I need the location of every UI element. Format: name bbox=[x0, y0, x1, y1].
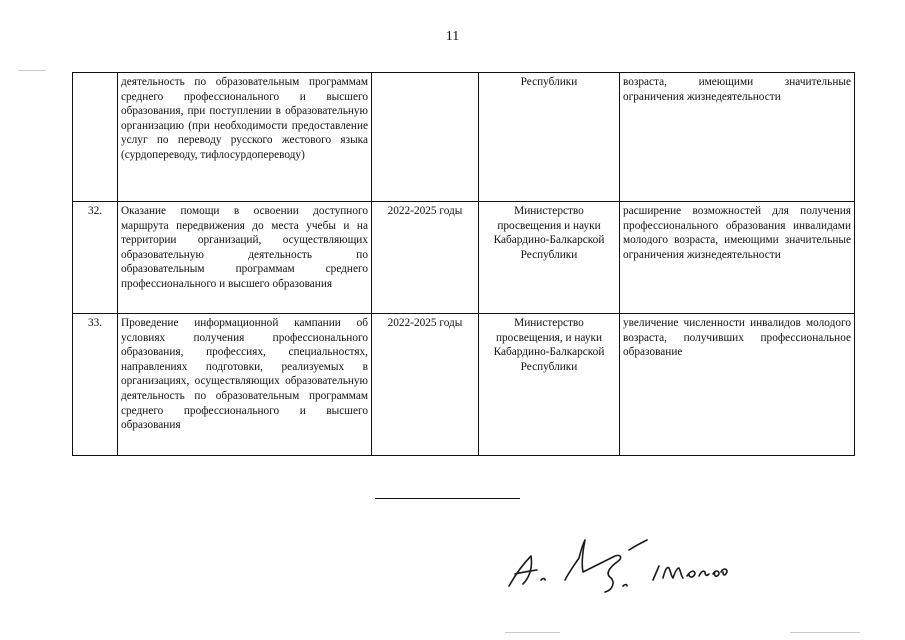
row-result: увеличение численности инвалидов молодого возраста, получивших профессиональное образование bbox=[620, 314, 855, 456]
table-row bbox=[73, 202, 855, 314]
row-term: 2022-2025 годы bbox=[372, 202, 479, 314]
handwritten-signature bbox=[495, 528, 755, 613]
row-result: возраста, имеющими значительные ограничения жизнедеятельности bbox=[620, 73, 855, 202]
scan-mark bbox=[505, 632, 560, 633]
row-number: 33. bbox=[73, 314, 118, 456]
row-action: Оказание помощи в освоении доступного маршрута передвижения до места учебы и на территории организаций, осуществляющих образовательную деятельность по образовательным программам среднего профессионального и высшего образования bbox=[118, 202, 372, 314]
separator-line bbox=[375, 498, 520, 499]
row-number bbox=[73, 73, 118, 202]
row-result: расширение возможностей для получения профессионального образования инвалидами молодого возраста, имеющими значительные ограничения жизнедеятельности bbox=[620, 202, 855, 314]
row-term: 2022-2025 годы bbox=[372, 314, 479, 456]
scan-mark bbox=[790, 632, 860, 633]
row-term bbox=[372, 73, 479, 202]
measures-table bbox=[72, 72, 855, 456]
row-executor: Министерство просвещения и науки Кабардино-Балкарской Республики bbox=[479, 202, 620, 314]
row-executor: Республики bbox=[479, 73, 620, 202]
scan-mark bbox=[18, 70, 46, 71]
row-executor: Министерство просвещения, и науки Кабардино-Балкарской Республики bbox=[479, 314, 620, 456]
table-row bbox=[73, 314, 855, 456]
row-number: 32. bbox=[73, 202, 118, 314]
row-action: деятельность по образовательным программам среднего профессионального и высшего образования, при поступлении в образовательную организацию (при необходимости предоставление услуг по переводу русского жестового языка (сурдопереводу, тифлосурдопереводу) bbox=[118, 73, 372, 202]
page-number: 11 bbox=[445, 29, 460, 44]
signature-icon bbox=[495, 528, 755, 608]
table-row bbox=[73, 73, 855, 202]
row-action: Проведение информационной кампании об условиях получения профессионального образования, профессиях, специальностях, направлениях подготовки, реализуемых в организациях, осуществляющих образовательную деятельность по образовательным программам среднего профессионального и высшего образования bbox=[118, 314, 372, 456]
